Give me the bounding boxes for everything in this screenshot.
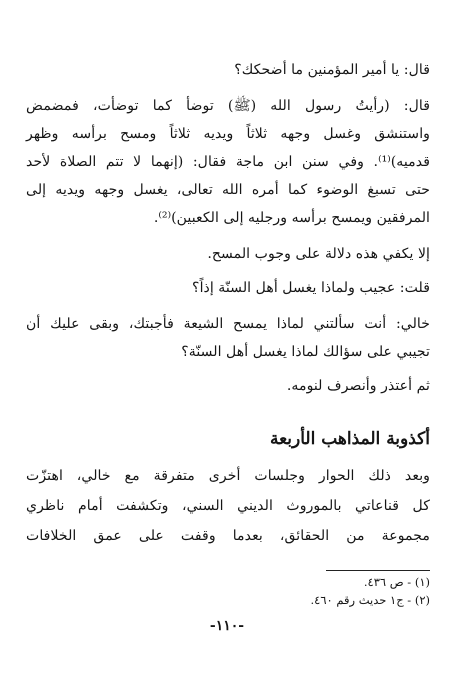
page-number: -١١٠- (209, 618, 245, 634)
section-line-1: وبعد ذلك الحوار وجلسات أخرى متفرقة مع خالي، اهتزّت (26, 468, 430, 484)
body-line-8: قلت: عجيب ولماذا يغسل أهل السنّة إذاً؟ (192, 280, 430, 296)
footnote-1: (١) - ص ٤٣٦. (363, 575, 430, 589)
section-line-3: مجموعة من الحقائق، بعدما وقفت على عمق الخلافات (26, 528, 430, 544)
body-line-10: تجيبي على سؤالك لماذا يغسل أهل السنّة؟ (181, 344, 430, 360)
body-line-2: قال: (رأيتُ رسول الله (ﷺ) توضأ كما توضأت، فمضمض (26, 98, 430, 114)
body-line-1: قال: يا أمير المؤمنين ما أضحكك؟ (234, 62, 430, 78)
section-line-2: كل قناعاتي بالموروث الديني السني، وتكشفت أمام ناظري (26, 498, 430, 514)
body-line-9: خالي: أنت سألتني لماذا يمسح الشيعة فأجبتك، وبقى عليك أن (26, 316, 430, 332)
section-heading: أكذوبة المذاهب الأربعة (269, 429, 430, 449)
body-line-7: إلا يكفي هذه دلالة على وجوب المسح. (207, 246, 430, 262)
body-line-3: واستنشق وغسل وجهه ثلاثاً ويديه ثلاثاً ومسح برأسه وظهر (26, 126, 430, 142)
body-line-6: المرفقين ويمسح برأسه ورجليه إلى الكعبين)⁽²⁾. (153, 210, 430, 226)
body-line-5: حتى تسبغ الوضوء كما أمره الله تعالى، يغسل وجهه ويديه إلى (26, 182, 430, 198)
body-line-4: قدميه)⁽¹⁾. وفي سنن ابن ماجة فقال: (إنهما لا تتم الصلاة لأحد (26, 154, 430, 170)
footnote-2: (٢) - ج١ حديث رقم ٤٦٠. (310, 593, 430, 607)
body-line-11: ثم أعتذر وأنصرف لنومه. (286, 378, 430, 394)
footnote-divider (326, 570, 430, 571)
